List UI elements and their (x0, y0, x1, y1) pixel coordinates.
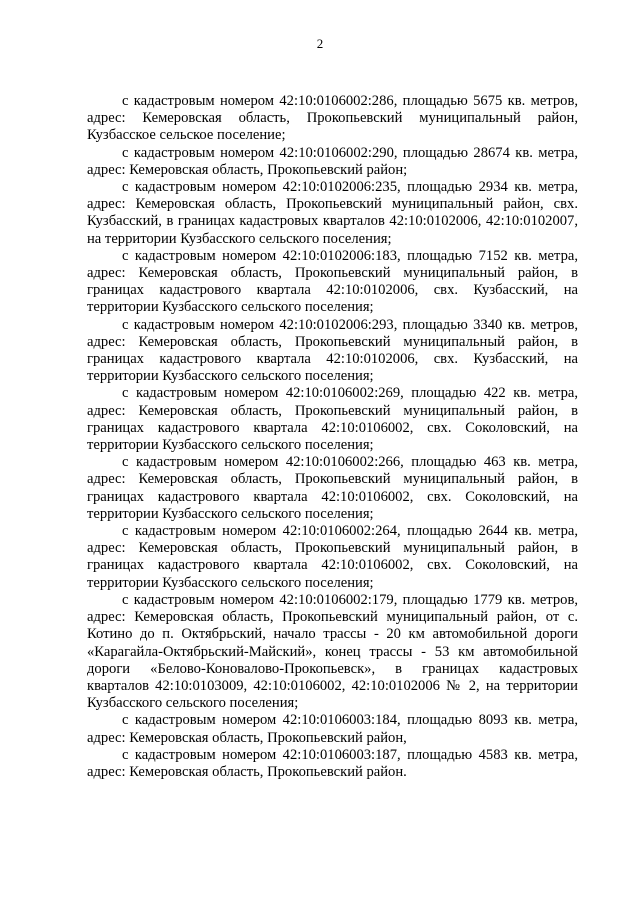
paragraph: с кадастровым номером 42:10:0102006:293, площадью 3340 кв. метров, адрес: Кемеровская область, Прокопьевский муниципальный район, в границах кадастрового квартала 42:10:0102006, свх. Кузбасский, на территории Кузбасского сельского поселения; (87, 316, 578, 385)
document-body (87, 93, 578, 781)
paragraph: с кадастровым номером 42:10:0106002:290, площадью 28674 кв. метра, адрес: Кемеровская область, Прокопьевский район; (87, 144, 578, 178)
page-number: 2 (316, 36, 324, 51)
paragraph: с кадастровым номером 42:10:0106002:264, площадью 2644 кв. метра, адрес: Кемеровская область, Прокопьевский муниципальный район, в границах кадастрового квартала 42:10:0106002, свх. Соколовский, на территории Кузбасского сельского поселения; (87, 523, 578, 591)
paragraph: с кадастровым номером 42:10:0102006:183, площадью 7152 кв. метра, адрес: Кемеровская область, Прокопьевский муниципальный район, в границах кадастрового квартала 42:10:0102006, свх. Кузбасский, на территории Кузбасского сельского поселения; (87, 247, 578, 316)
paragraph: с кадастровым номером 42:10:0106002:286, площадью 5675 кв. метров, адрес: Кемеровская область, Прокопьевский муниципальный район, Кузбасское сельское поселение; (87, 93, 578, 144)
paragraph: с кадастровым номером 42:10:0106002:266, площадью 463 кв. метра, адрес: Кемеровская область, Прокопьевский муниципальный район, в границах кадастрового квартала 42:10:0106002, свх. Соколовский, на территории Кузбасского сельского поселения; (87, 454, 578, 522)
paragraph: с кадастровым номером 42:10:0106003:187, площадью 4583 кв. метра, адрес: Кемеровская область, Прокопьевский район. (87, 746, 578, 780)
paragraph: с кадастровым номером 42:10:0106002:269, площадью 422 кв. метра, адрес: Кемеровская область, Прокопьевский муниципальный район, в границах кадастрового квартала 42:10:0106002, свх. Соколовский, на территории Кузбасского сельского поселения; (87, 385, 578, 454)
paragraph: с кадастровым номером 42:10:0106003:184, площадью 8093 кв. метра, адрес: Кемеровская область, Прокопьевский район, (87, 712, 578, 746)
paragraph: с кадастровым номером 42:10:0106002:179, площадью 1779 кв. метров, адрес: Кемеровская область, Прокопьевский муниципальный район, от с. Котино до п. Октябрьский, начало трассы - 20 км автомобильной дороги «Карагайла-Октябрьский-Майский», конец трассы - 53 км автомобильной дороги «Белово-Коновалово-Прокопьевск», в границах кадастровых кварталов 42:10:0103009, 42:10:0106002, 42:10:0102006 № 2, на территории Кузбасского сельского поселения; (87, 591, 578, 712)
paragraph: с кадастровым номером 42:10:0102006:235, площадью 2934 кв. метра, адрес: Кемеровская область, Прокопьевский муниципальный район, свх. Кузбасский, в границах кадастровых кварталов 42:10:0102006, 42:10:0102007, на территории Кузбасского сельского поселения; (87, 179, 578, 247)
